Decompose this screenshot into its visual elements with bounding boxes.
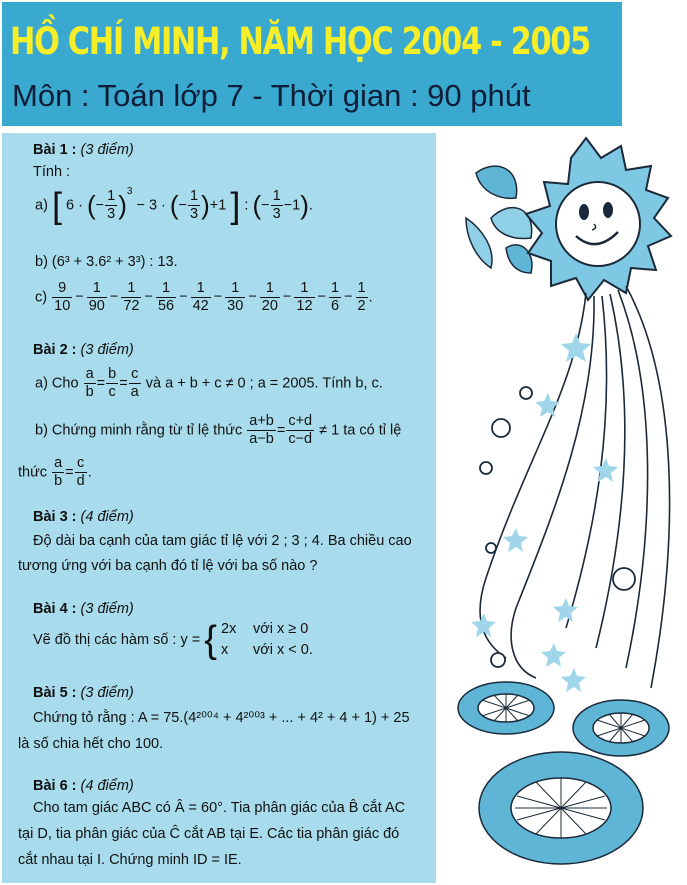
denominator: 42 [192,298,209,314]
problem-points: (3 điểm) [80,142,134,158]
text: b) Chứng minh rằng từ tỉ lệ thức [35,422,243,439]
op: − [248,289,257,306]
denominator: 2 [357,298,366,314]
fraction [106,366,118,401]
numerator: 1 [191,280,211,298]
fraction [191,280,211,315]
text: và a + b + c ≠ 0 ; a = 2005. Tính b, c. [145,375,383,392]
denominator: 3 [272,206,281,222]
fraction [188,188,200,223]
problem-5-heading [33,685,134,701]
problem-6-heading [33,778,134,794]
denominator: 72 [123,298,140,314]
exam-panel [2,133,436,883]
numerator: a+b [249,413,274,429]
header-banner [2,2,622,126]
op: = [119,375,128,392]
page-title: HỒ CHÍ MINH, NĂM HỌC 2004 - 2005 [10,20,590,63]
problem-4-function [33,619,313,661]
term: −1 [283,197,301,214]
denominator: a−b [249,431,274,447]
problem-points: (3 điểm) [80,685,134,701]
problem-2b-cont [18,455,92,490]
numerator: 1 [225,280,245,298]
problem-2b [35,413,401,448]
problem-points: (4 điểm) [80,778,134,794]
case-cond: với x < 0. [253,642,313,658]
op: − [144,289,153,306]
problem-6-line2: tại D, tia phân giác của Ĉ cắt AB tại E. Các tia phân giác đó [18,826,400,842]
case-expr: x [221,642,229,658]
fraction [247,413,276,448]
problem-2-heading [33,342,134,358]
op: − [213,289,223,306]
op: = [65,464,74,481]
fraction [271,188,283,223]
text: thức [18,464,48,481]
text: a) Cho [35,375,79,392]
denominator: 6 [331,298,340,314]
piecewise-cases [221,619,313,661]
denominator: c−d [288,431,313,447]
problem-6-line1: Cho tam giác ABC có Â = 60°. Tia phân giác của B̂ cắt AC [33,800,406,816]
denominator: c [108,384,116,400]
decorative-artwork [436,128,687,885]
fraction [75,455,87,490]
brace: { [204,619,217,661]
problem-1-intro: Tính : [33,164,71,180]
denominator: b [85,384,94,400]
denominator: 3 [190,206,199,222]
problem-3-line1: Độ dài ba cạnh của tam giác tỉ lệ với 2 ; 3 ; 4. Ba chiều cao [33,533,412,549]
fraction [87,280,107,315]
op: = [276,422,286,439]
text: ≠ 1 ta có tỉ lệ [319,422,402,439]
op: − [178,197,188,214]
fraction [121,280,141,315]
op: = [96,375,106,392]
denominator: 30 [227,298,244,314]
denominator: 90 [88,298,105,314]
denominator: 20 [261,298,278,314]
problem-1c [35,280,373,315]
fraction [260,280,280,315]
punct: . [368,289,373,306]
numerator: 1 [260,280,280,298]
denominator: 3 [107,206,116,222]
fraction [52,280,72,315]
op: − [179,289,188,306]
bracket-close: ] [230,184,241,226]
problem-3-line2: tương ứng với ba cạnh đó tỉ lệ với ba số nào ? [18,558,318,574]
paren: ) [300,190,309,220]
numerator: 1 [121,280,141,298]
item-label: a) [35,197,48,214]
fraction [156,280,176,315]
paren: ) [118,190,127,220]
problem-6-line3: cắt nhau tại I. Chứng minh ID = IE. [18,852,242,868]
op: − [109,289,119,306]
problem-5-line2: là số chia hết cho 100. [18,736,164,752]
case-1 [221,619,313,640]
numerator: 9 [52,280,72,298]
denominator: a [130,384,139,400]
op: − [75,289,84,306]
op: − [261,197,270,214]
problem-5-line1: Chứng tỏ rằng : A = 75.(4²⁰⁰⁴ + 4²⁰⁰³ + ... + 4² + 4 + 1) + 25 [33,710,410,726]
op: − [317,289,326,306]
numerator: 1 [156,280,176,298]
star-icon [471,333,618,692]
case-cond: với x ≥ 0 [253,621,309,637]
denominator: d [76,473,85,489]
case-expr: 2x [221,621,237,637]
fraction [356,280,368,315]
numerator: c [75,455,87,473]
punct: . [308,197,313,214]
op: − 3 · [136,197,166,214]
numerator: 1 [87,280,107,298]
denominator: b [54,473,63,489]
item-label: c) [35,289,48,306]
op: · [78,197,83,214]
problem-1a [35,184,313,226]
paren: ) [201,190,210,220]
op: − [344,289,353,306]
paren: ( [252,190,262,220]
sun-face-icon [526,138,671,300]
denominator: 10 [54,298,71,314]
problem-label: Bài 4 : [33,601,77,617]
term: 6 [65,197,75,214]
leaves-icon [466,166,532,273]
numerator: 1 [190,188,199,204]
fraction [105,188,117,223]
fraction [84,366,96,401]
numerator: a [85,366,94,382]
numerator: b [108,366,117,382]
problem-3-heading [33,509,134,525]
bracket-open: [ [51,184,62,226]
numerator: 1 [357,280,366,296]
paren: ( [169,190,179,220]
op: − [282,289,292,306]
fraction [52,455,64,490]
numerator: 1 [107,188,116,204]
numerator: a [54,455,63,471]
problem-points: (3 điểm) [80,342,134,358]
denominator: 12 [296,298,313,314]
numerator: c [129,366,141,384]
problem-label: Bài 3 : [33,509,77,525]
numerator: 1 [331,280,340,296]
op: − [95,197,105,214]
problem-4-heading [33,601,134,617]
case-2 [221,640,313,661]
problem-1-heading [33,142,134,158]
problem-2a [35,366,383,401]
problem-points: (4 điểm) [80,509,134,525]
numerator: c+d [288,413,313,429]
paren: ( [86,190,96,220]
numerator: 1 [294,280,314,298]
problem-label: Bài 6 : [33,778,77,794]
problem-1b: b) (6³ + 3.6² + 3³) : 13. [35,254,178,270]
fraction [129,366,141,401]
punct: . [87,464,92,481]
bubbles-icon [480,387,635,667]
fraction [294,280,314,315]
fraction [225,280,245,315]
fraction [329,280,341,315]
fraction [286,413,314,448]
text: Vẽ đồ thị các hàm số : y = [33,632,201,648]
problem-label: Bài 2 : [33,342,77,358]
op: : [244,197,249,214]
numerator: 1 [272,188,281,204]
problem-points: (3 điểm) [80,601,134,617]
page-subtitle: Môn : Toán lớp 7 - Thời gian : 90 phút [12,78,531,113]
sunflower-icon [458,682,669,864]
denominator: 56 [157,298,175,314]
term: +1 [209,197,227,214]
problem-label: Bài 1 : [33,142,77,158]
problem-label: Bài 5 : [33,685,77,701]
exponent: 3 [126,185,133,197]
